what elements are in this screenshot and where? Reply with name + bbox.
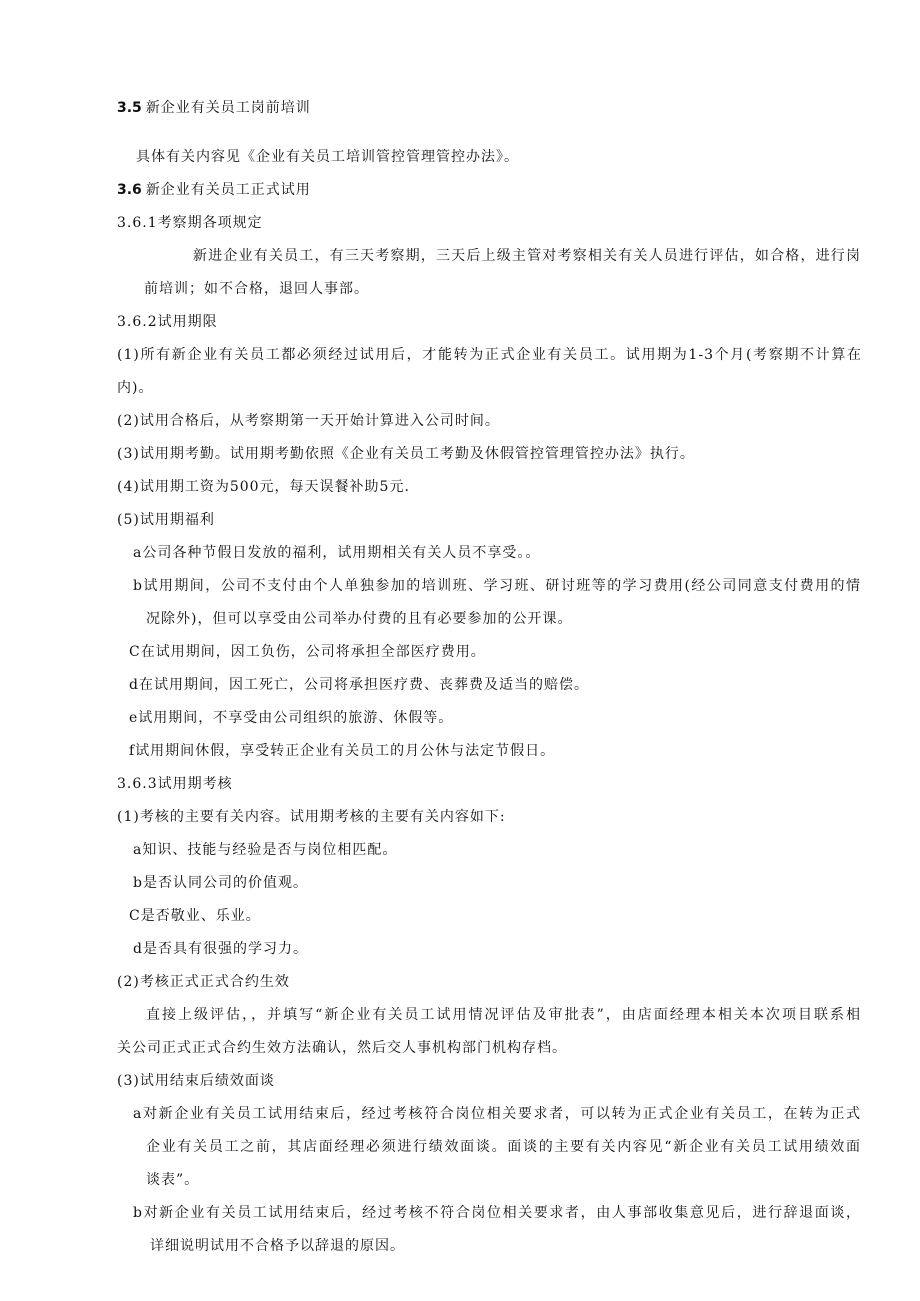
sub-list-item: b是否认同公司的价值观。 <box>133 875 308 891</box>
section-title: 新企业有关员工岗前培训 <box>145 100 311 116</box>
list-item: (4)试用期工资为500元，每天误餐补助5元. <box>117 479 410 495</box>
sub-list-item: C在试用期间，因工负伤，公司将承担全部医疗费用。 <box>129 644 486 660</box>
sub-list-item-continuation: 况除外)，但可以享受由公司举办付费的且有必要参加的公开课。 <box>146 611 573 627</box>
section-title: 新企业有关员工正式试用 <box>145 182 311 198</box>
sub-list-item: a知识、技能与经验是否与岗位相匹配。 <box>133 842 398 858</box>
list-item: (1)考核的主要有关内容。试用期考核的主要有关内容如下: <box>117 809 506 825</box>
sub-list-item: a对新企业有关员工试用结束后，经过考核符合岗位相关要求者，可以转为正式企业有关员工，在转为正式 <box>133 1106 861 1122</box>
sub-list-item-continuation: 企业有关员工之前，其店面经理必须进行绩效面谈。面谈的主要有关内容见“新企业有关员工试用绩效面 <box>146 1139 861 1155</box>
section-3-6-heading <box>117 180 311 200</box>
sub-list-item: b对新企业有关员工试用结束后，经过考核不符合岗位相关要求者，由人事部收集意见后，进行辞退面谈， <box>133 1205 861 1221</box>
sub-list-item: d是否具有很强的学习力。 <box>133 941 308 957</box>
sub-list-item: f试用期间休假，享受转正企业有关员工的月公休与法定节假日。 <box>129 743 556 759</box>
list-item-continuation: 内)。 <box>117 380 154 396</box>
sub-list-item: b试用期间，公司不支付由个人单独参加的培训班、学习班、研讨班等的学习费用(经公司同意支付费用的情 <box>133 578 861 594</box>
paragraph-line: 关公司正式正式合约生效方法确认，然后交人事机构部门机构存档。 <box>117 1040 567 1056</box>
section-3-5-body: 具体有关内容见《企业有关员工培训管控管理管控办法》。 <box>136 149 519 165</box>
subsection-3-6-3-title: 3.6.3试用期考核 <box>117 776 233 792</box>
subsection-3-6-2-title: 3.6.2试用期限 <box>117 314 218 330</box>
list-item: (3)试用期考勤。试用期考勤依照《企业有关员工考勤及休假管控管理管控办法》执行。 <box>117 446 695 462</box>
section-number: 3.5 <box>117 100 142 116</box>
sub-list-item: e试用期间，不享受由公司组织的旅游、休假等。 <box>129 710 454 726</box>
section-number: 3.6 <box>117 182 142 198</box>
section-3-5-heading <box>117 98 311 118</box>
sub-list-item: a公司各种节假日发放的福利，试用期相关有关人员不享受。。 <box>133 545 541 561</box>
sub-list-item-continuation: 谈表”。 <box>146 1172 200 1188</box>
paragraph-line: 新进企业有关员工，有三天考察期，三天后上级主管对考察相关有关人员进行评估，如合格，进行岗 <box>193 248 861 264</box>
list-item: (2)试用合格后，从考察期第一天开始计算进入公司时间。 <box>117 413 500 429</box>
subsection-3-6-1-title: 3.6.1考察期各项规定 <box>117 215 263 231</box>
list-item: (3)试用结束后绩效面谈 <box>117 1073 275 1089</box>
paragraph-line: 直接上级评估，，并填写“新企业有关员工试用情况评估及审批表”，由店面经理本相关本次项目联系相 <box>146 1007 861 1023</box>
sub-list-item: C是否敬业、乐业。 <box>129 908 261 924</box>
list-item: (2)考核正式正式合约生效 <box>117 974 290 990</box>
list-item: (1)所有新企业有关员工都必须经过试用后，才能转为正式企业有关员工。试用期为1-3个月(考察期不计算在 <box>117 347 862 363</box>
list-item: (5)试用期福利 <box>117 512 215 528</box>
sub-list-item-continuation: 详细说明试用不合格予以辞退的原因。 <box>150 1238 405 1254</box>
sub-list-item: d在试用期间，因工死亡，公司将承担医疗费、丧葬费及适当的赔偿。 <box>129 677 589 693</box>
paragraph-line: 前培训；如不合格，退回人事部。 <box>144 281 369 297</box>
